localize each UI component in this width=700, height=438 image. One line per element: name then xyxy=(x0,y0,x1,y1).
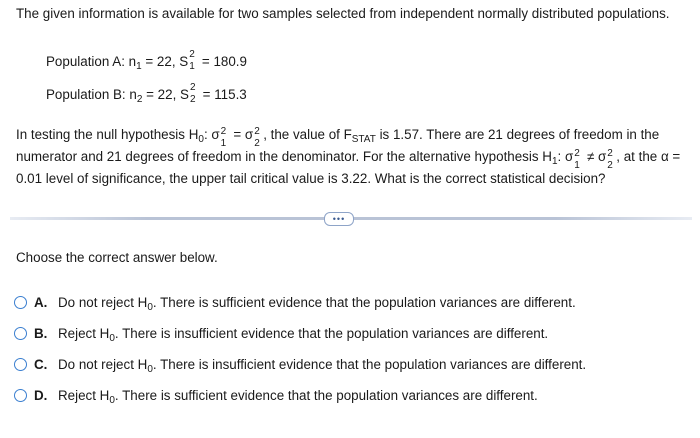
population-b-n: 22 xyxy=(157,87,173,102)
option-b[interactable] xyxy=(14,318,586,349)
population-a: Population A: $n_1 = 22$, S 2 1 = 180.9 xyxy=(46,49,247,73)
option-b-letter: B. xyxy=(34,326,48,341)
option-c[interactable] xyxy=(14,349,586,380)
population-a-n: 22 xyxy=(156,54,172,69)
option-a-letter: A. xyxy=(34,295,48,310)
radio-b[interactable] xyxy=(14,327,27,340)
option-c-letter: C. xyxy=(34,357,48,372)
answer-options xyxy=(14,287,586,411)
population-b: Population B: $n_2 = 22$, S 2 2 = 115.3 xyxy=(46,82,247,106)
radio-d[interactable] xyxy=(14,389,27,402)
population-a-variance: 180.9 xyxy=(213,54,247,69)
radio-a[interactable] xyxy=(14,296,27,309)
expand-more-button[interactable]: ••• xyxy=(324,212,354,226)
question-text: In testing the null hypothesis $H_0$: σ 2 1 = σ 2 2 , the value of $F_{STAT}$ is 1.57. There are 21 degrees of freedom in the numerator and 21 degrees of freedom in the denominator. For the alternative hypothesis $H_1$: σ 2 1 ≠ σ 2 2 , at the α = 0.01 level of significance, the upper tail critical value is 3.22. What is the correct statistical decision? xyxy=(16,126,681,186)
option-d-letter: D. xyxy=(34,388,48,403)
option-d-text: Reject $H_0$. There is sufficient evidence that the population variances are different. xyxy=(58,388,538,406)
option-d[interactable] xyxy=(14,380,586,411)
population-a-label: Population A: xyxy=(46,54,125,69)
option-a-text: Do not reject $H_0$. There is sufficient evidence that the population variances are different. xyxy=(58,295,576,313)
population-b-variance: 115.3 xyxy=(214,87,247,102)
intro-text: The given information is available for two samples selected from independent normally distributed populations. xyxy=(16,6,670,21)
option-b-text: Reject $H_0$. There is insufficient evidence that the population variances are different. xyxy=(58,326,549,344)
population-b-label: Population B: xyxy=(46,87,126,102)
answer-prompt: Choose the correct answer below. xyxy=(16,250,218,265)
option-c-text: Do not reject $H_0$. There is insufficient evidence that the population variances are different. xyxy=(58,357,587,375)
radio-c[interactable] xyxy=(14,358,27,371)
option-a[interactable] xyxy=(14,287,586,318)
